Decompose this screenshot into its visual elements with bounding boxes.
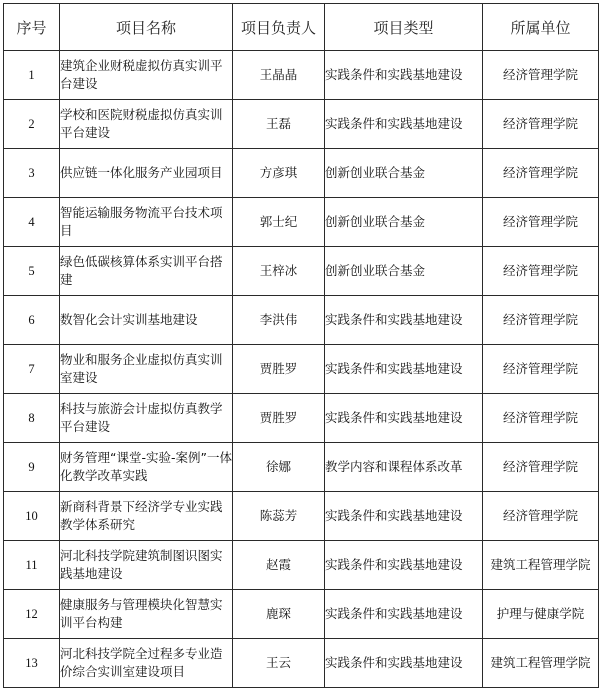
cell-project-leader: 王梓冰 bbox=[233, 247, 325, 296]
cell-project-name: 学校和医院财税虚拟仿真实训平台建设 bbox=[60, 100, 233, 149]
cell-number: 10 bbox=[4, 492, 60, 541]
table-row bbox=[4, 51, 599, 100]
cell-project-type: 实践条件和实践基地建设 bbox=[325, 296, 483, 345]
cell-project-type: 教学内容和课程体系改革 bbox=[325, 443, 483, 492]
cell-project-type: 实践条件和实践基地建设 bbox=[325, 100, 483, 149]
cell-number: 8 bbox=[4, 394, 60, 443]
cell-number: 6 bbox=[4, 296, 60, 345]
header-row bbox=[4, 4, 599, 51]
header-cell-project-name: 项目名称 bbox=[60, 4, 233, 51]
cell-project-leader: 陈蕊芳 bbox=[233, 492, 325, 541]
cell-unit: 经济管理学院 bbox=[483, 345, 599, 394]
cell-unit: 经济管理学院 bbox=[483, 296, 599, 345]
table-row bbox=[4, 590, 599, 639]
table-row bbox=[4, 100, 599, 149]
cell-number: 3 bbox=[4, 149, 60, 198]
cell-number: 5 bbox=[4, 247, 60, 296]
cell-project-leader: 郭士纪 bbox=[233, 198, 325, 247]
cell-number: 2 bbox=[4, 100, 60, 149]
cell-project-leader: 贾胜罗 bbox=[233, 345, 325, 394]
cell-unit: 经济管理学院 bbox=[483, 149, 599, 198]
table-row bbox=[4, 149, 599, 198]
table-row bbox=[4, 639, 599, 688]
cell-number: 4 bbox=[4, 198, 60, 247]
cell-project-name: 河北科技学院全过程多专业造价综合实训室建设项目 bbox=[60, 639, 233, 688]
table-row bbox=[4, 492, 599, 541]
cell-project-name: 财务管理“课堂-实验-案例”一体化教学改革实践 bbox=[60, 443, 233, 492]
cell-project-name: 河北科技学院建筑制图识图实践基地建设 bbox=[60, 541, 233, 590]
cell-project-type: 实践条件和实践基地建设 bbox=[325, 541, 483, 590]
cell-project-leader: 王云 bbox=[233, 639, 325, 688]
cell-project-name: 科技与旅游会计虚拟仿真教学平台建设 bbox=[60, 394, 233, 443]
cell-project-type: 创新创业联合基金 bbox=[325, 247, 483, 296]
cell-number: 11 bbox=[4, 541, 60, 590]
cell-project-leader: 方彦琪 bbox=[233, 149, 325, 198]
cell-project-name: 智能运输服务物流平台技术项目 bbox=[60, 198, 233, 247]
cell-number: 9 bbox=[4, 443, 60, 492]
cell-project-type: 实践条件和实践基地建设 bbox=[325, 590, 483, 639]
cell-project-type: 创新创业联合基金 bbox=[325, 198, 483, 247]
cell-unit: 经济管理学院 bbox=[483, 394, 599, 443]
cell-number: 7 bbox=[4, 345, 60, 394]
cell-unit: 护理与健康学院 bbox=[483, 590, 599, 639]
cell-project-name: 建筑企业财税虚拟仿真实训平台建设 bbox=[60, 51, 233, 100]
cell-project-leader: 鹿琛 bbox=[233, 590, 325, 639]
cell-project-type: 实践条件和实践基地建设 bbox=[325, 492, 483, 541]
cell-unit: 经济管理学院 bbox=[483, 443, 599, 492]
cell-project-type: 实践条件和实践基地建设 bbox=[325, 345, 483, 394]
table-row bbox=[4, 247, 599, 296]
cell-project-type: 创新创业联合基金 bbox=[325, 149, 483, 198]
cell-project-name: 新商科背景下经济学专业实践教学体系研究 bbox=[60, 492, 233, 541]
cell-project-name: 绿色低碳核算体系实训平台搭建 bbox=[60, 247, 233, 296]
cell-number: 13 bbox=[4, 639, 60, 688]
cell-project-type: 实践条件和实践基地建设 bbox=[325, 394, 483, 443]
table-row bbox=[4, 296, 599, 345]
cell-number: 12 bbox=[4, 590, 60, 639]
cell-number: 1 bbox=[4, 51, 60, 100]
cell-project-leader: 徐娜 bbox=[233, 443, 325, 492]
cell-project-name: 供应链一体化服务产业园项目 bbox=[60, 149, 233, 198]
cell-project-leader: 王晶晶 bbox=[233, 51, 325, 100]
table-row bbox=[4, 345, 599, 394]
cell-project-name: 健康服务与管理模块化智慧实训平台构建 bbox=[60, 590, 233, 639]
header-cell-project-type: 项目类型 bbox=[325, 4, 483, 51]
header-cell-unit: 所属单位 bbox=[483, 4, 599, 51]
cell-unit: 经济管理学院 bbox=[483, 100, 599, 149]
cell-project-leader: 李洪伟 bbox=[233, 296, 325, 345]
header-cell-number: 序号 bbox=[4, 4, 60, 51]
cell-project-name: 数智化会计实训基地建设 bbox=[60, 296, 233, 345]
cell-unit: 经济管理学院 bbox=[483, 247, 599, 296]
cell-unit: 建筑工程管理学院 bbox=[483, 639, 599, 688]
table-row bbox=[4, 394, 599, 443]
cell-project-name: 物业和服务企业虚拟仿真实训室建设 bbox=[60, 345, 233, 394]
project-table bbox=[3, 3, 599, 688]
cell-project-type: 实践条件和实践基地建设 bbox=[325, 639, 483, 688]
table-row bbox=[4, 198, 599, 247]
cell-unit: 建筑工程管理学院 bbox=[483, 541, 599, 590]
cell-project-leader: 王磊 bbox=[233, 100, 325, 149]
cell-project-leader: 赵霞 bbox=[233, 541, 325, 590]
cell-project-type: 实践条件和实践基地建设 bbox=[325, 51, 483, 100]
cell-unit: 经济管理学院 bbox=[483, 51, 599, 100]
header-cell-project-leader: 项目负责人 bbox=[233, 4, 325, 51]
cell-project-leader: 贾胜罗 bbox=[233, 394, 325, 443]
table-row bbox=[4, 541, 599, 590]
cell-unit: 经济管理学院 bbox=[483, 492, 599, 541]
table-row bbox=[4, 443, 599, 492]
cell-unit: 经济管理学院 bbox=[483, 198, 599, 247]
